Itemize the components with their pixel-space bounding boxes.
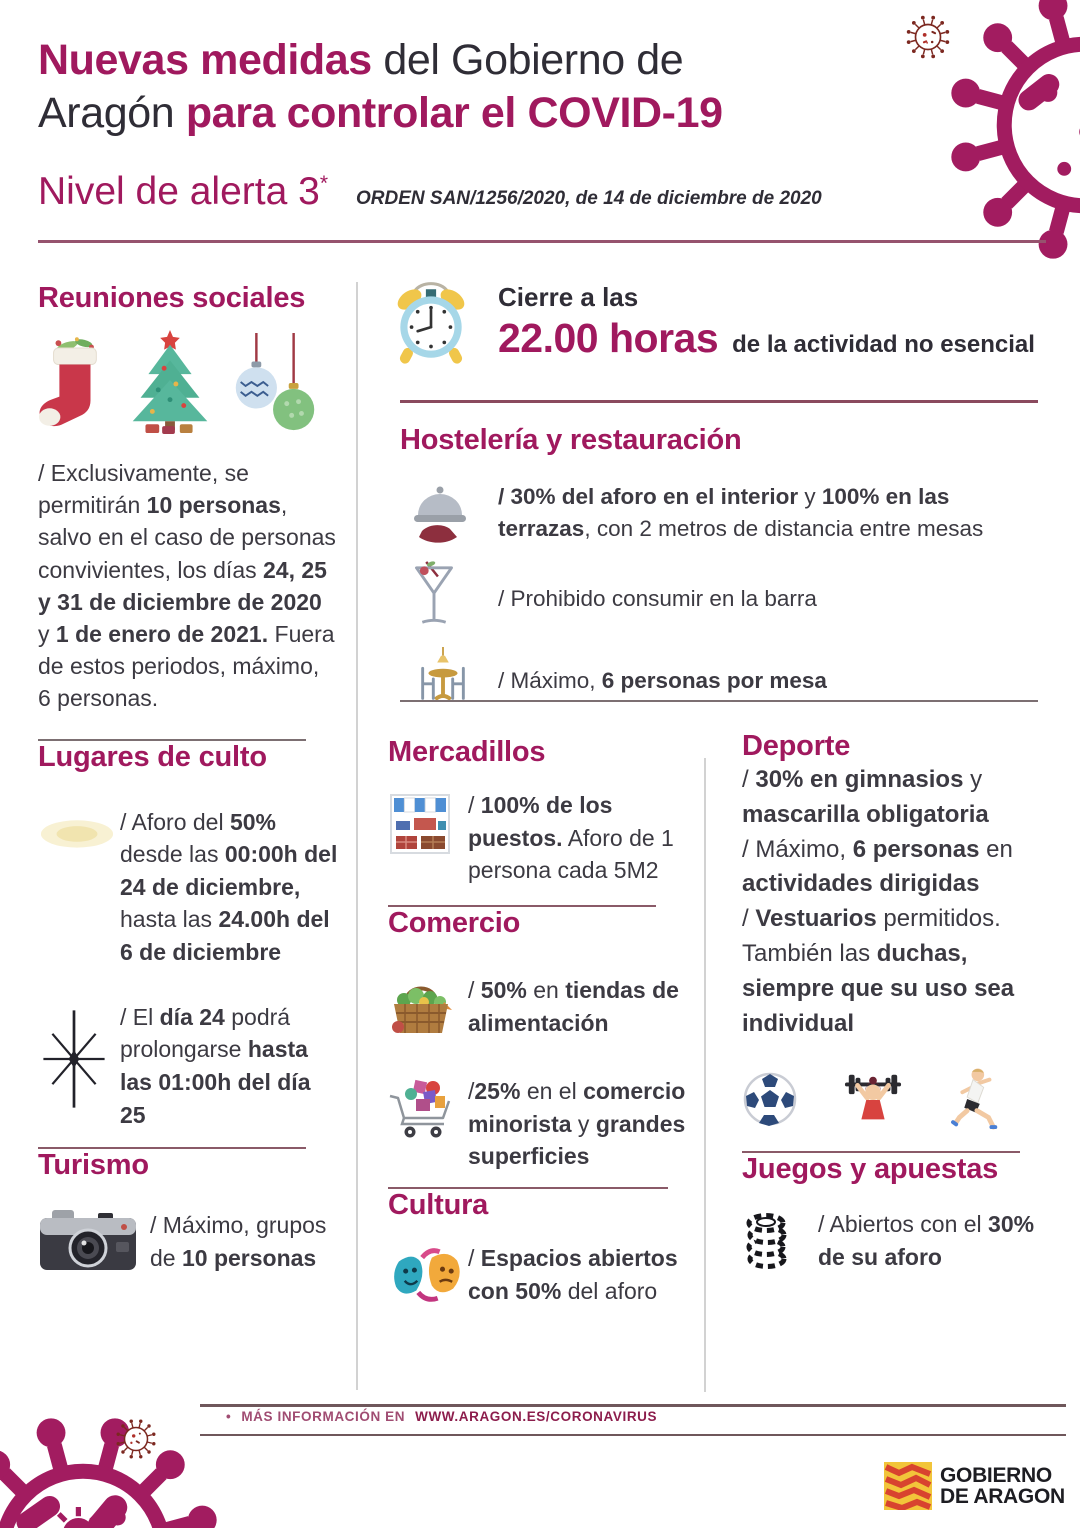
section-heading-deporte: Deporte bbox=[742, 730, 851, 762]
hosteleria-item bbox=[400, 560, 1042, 637]
virus-large-icon bbox=[935, 0, 1080, 275]
deporte-text-1: / 30% en gimnasios y mascarilla obligatoria bbox=[742, 766, 989, 828]
section-heading-reuniones: Reuniones sociales bbox=[38, 282, 306, 314]
theater-masks-icon bbox=[388, 1242, 468, 1311]
column-divider-right bbox=[704, 758, 706, 1392]
mercadillos-text: / 100% de los puestos. Aforo de 1 persona cada 5M2 bbox=[468, 792, 674, 884]
section-heading-hosteleria: Hostelería y restauración bbox=[400, 424, 742, 456]
hosteleria-rule bbox=[400, 700, 1038, 702]
hosteleria-text-1: / 30% del aforo en el interior y 100% en las terrazas, con 2 metros de distancia entre mesas bbox=[498, 484, 984, 541]
logo-text: GOBIERNO DE ARAGON bbox=[940, 1463, 1065, 1508]
virus-small-icon bbox=[113, 1416, 159, 1462]
aragon-flag-icon bbox=[884, 1462, 932, 1510]
weightlifter-icon bbox=[842, 1069, 904, 1129]
gobierno-aragon-logo bbox=[884, 1462, 1065, 1510]
serving-dish-icon bbox=[400, 481, 498, 550]
soccer-ball-icon bbox=[742, 1071, 798, 1127]
closure-suffix: de la actividad no esencial bbox=[732, 331, 1035, 358]
section-heading-cultura: Cultura bbox=[388, 1188, 489, 1221]
left-column bbox=[38, 282, 338, 1279]
closure-rule bbox=[400, 400, 1038, 403]
closure-time: 22.00 horas bbox=[498, 315, 719, 361]
order-reference: ORDEN SAN/1256/2020, de 14 de diciembre de 2020 bbox=[356, 188, 822, 209]
closure-text bbox=[498, 278, 1035, 373]
title-line-1: Nuevas medidas del Gobierno de bbox=[38, 36, 684, 84]
section-heading-turismo: Turismo bbox=[38, 1149, 149, 1182]
mercadillos-item bbox=[388, 789, 690, 887]
section-heading-culto: Lugares de culto bbox=[38, 740, 267, 773]
hosteleria-item bbox=[400, 481, 1042, 550]
food-basket-icon bbox=[388, 974, 468, 1041]
comercio-text-1: / 50% en tiendas de alimentación bbox=[468, 976, 679, 1036]
christmas-tree-icon bbox=[124, 329, 216, 435]
column-divider-left bbox=[356, 282, 358, 1390]
deporte-text-3: / Vestuarios permitidos. También las duchas, siempre que su uso sea individual bbox=[742, 905, 1015, 1037]
juegos-text: / Abiertos con el 30% de su aforo bbox=[818, 1211, 1035, 1271]
culto-item bbox=[38, 806, 338, 969]
runner-icon bbox=[948, 1067, 998, 1131]
star-icon bbox=[38, 1001, 120, 1132]
alarm-clock-icon bbox=[388, 278, 474, 373]
alert-row bbox=[38, 170, 822, 214]
section-heading-juegos: Juegos y apuestas bbox=[742, 1153, 999, 1186]
market-stall-icon bbox=[388, 789, 468, 887]
candle-icon bbox=[38, 806, 120, 969]
reuniones-text: / Exclusivamente, se permitirán 10 personas, salvo en el caso de personas convivientes, los días 24, 25 y 31 de diciembre de 2020 y 1 de enero de 2021. Fuera de estos periodos, máximo, 6 personas. bbox=[38, 460, 336, 712]
right-column bbox=[742, 730, 1036, 1274]
footer-bullet: • bbox=[226, 1409, 232, 1424]
footer-info-prefix: MÁS INFORMACIÓN EN bbox=[241, 1409, 406, 1424]
juegos-item bbox=[742, 1208, 1036, 1273]
footer-rule-top bbox=[200, 1404, 1066, 1407]
hosteleria-item bbox=[400, 647, 1042, 714]
closure-prefix: Cierre a las bbox=[498, 282, 639, 312]
culto-text-2: / El día 24 podrá prolongarse hasta las 01:00h del día 25 bbox=[120, 1003, 311, 1128]
deporte-text-2: / Máximo, 6 personas en actividades dirigidas bbox=[742, 835, 1013, 898]
hosteleria-text-2: / Prohibido consumir en la barra bbox=[498, 585, 817, 611]
comercio-text-2: /25% en el comercio minorista y grandes superficies bbox=[468, 1077, 686, 1170]
cocktail-icon bbox=[400, 560, 498, 637]
culto-item bbox=[38, 1001, 338, 1132]
alert-level: Nivel de alerta 3* bbox=[38, 170, 329, 213]
christmas-icons-row bbox=[38, 329, 338, 435]
table-chairs-icon bbox=[400, 647, 498, 714]
header-rule bbox=[38, 240, 1046, 243]
turismo-text: / Máximo, grupos de 10 personas bbox=[150, 1212, 327, 1271]
footer-info-url: WWW.ARAGON.ES/CORONAVIRUS bbox=[415, 1409, 658, 1424]
middle-column bbox=[388, 736, 690, 1311]
comercio-item bbox=[388, 1075, 690, 1173]
cultura-item bbox=[388, 1242, 690, 1311]
footer-rule-bottom bbox=[200, 1434, 1066, 1436]
section-heading-comercio: Comercio bbox=[388, 906, 521, 939]
sport-icons-row bbox=[742, 1067, 1036, 1131]
cultura-text: / Espacios abiertos con 50% del aforo bbox=[468, 1244, 678, 1304]
hosteleria-text-3: / Máximo, 6 personas por mesa bbox=[498, 667, 827, 693]
footer-info bbox=[226, 1409, 657, 1424]
baubles-icon bbox=[232, 333, 318, 435]
poker-chips-icon bbox=[742, 1209, 818, 1274]
christmas-stocking-icon bbox=[38, 331, 108, 435]
page-title bbox=[38, 34, 868, 141]
hosteleria-section bbox=[400, 424, 1042, 714]
camera-icon bbox=[38, 1204, 150, 1279]
section-heading-mercadillos: Mercadillos bbox=[388, 736, 546, 768]
shopping-cart-icon bbox=[388, 1075, 468, 1173]
comercio-item bbox=[388, 974, 690, 1041]
closure-banner bbox=[388, 278, 1035, 373]
culto-text-1: / Aforo del 50% desde las 00:00h del 24 de diciembre, hasta las 24.00h del 6 de diciembre bbox=[120, 808, 338, 966]
turismo-item bbox=[38, 1204, 338, 1279]
alert-asterisk: * bbox=[319, 172, 329, 195]
title-line-2: Aragón para controlar el COVID-19 bbox=[38, 89, 723, 138]
